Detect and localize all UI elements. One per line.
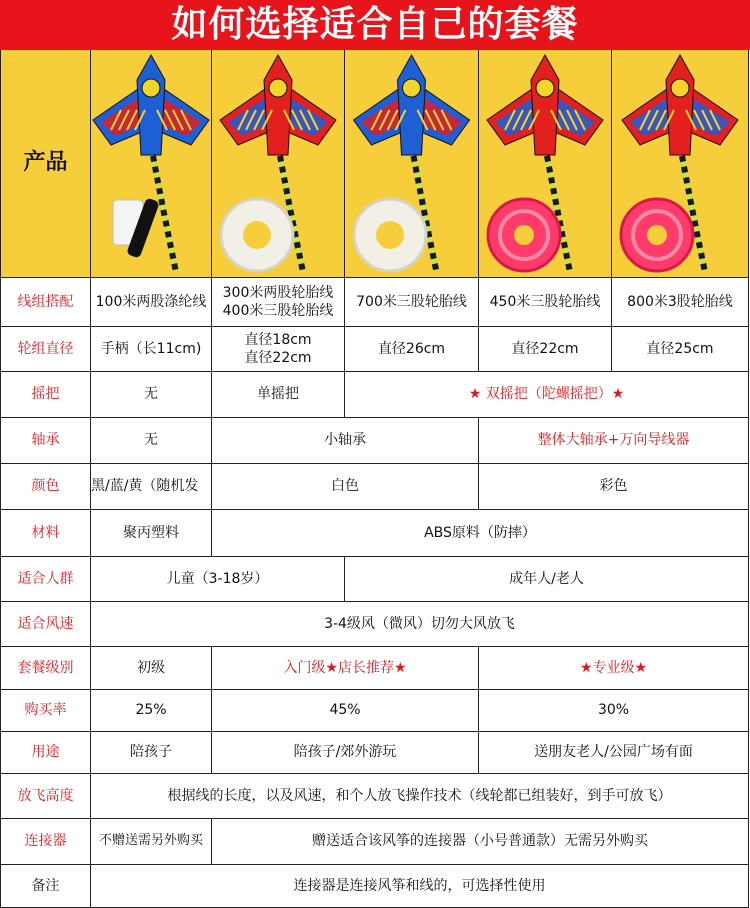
handle-1: 无 [91, 372, 212, 418]
reel-diameter-2 [212, 327, 345, 372]
kite-illustration [612, 50, 748, 277]
connector-1: 不赠送需另外购买 [91, 819, 212, 865]
row-label-handle: 摇把 [0, 372, 91, 418]
product-header-label: 产品 [23, 150, 68, 176]
level-1: 初级 [91, 647, 212, 690]
page-title: 如何选择适合自己的套餐 [0, 0, 750, 50]
row-label-reel-diameter: 轮组直径 [0, 327, 91, 372]
level-2: 入门级★店长推荐★ [212, 647, 479, 690]
row-label-line-set: 线组搭配 [0, 278, 91, 327]
row-label-note: 备注 [0, 865, 91, 908]
line-set-2b: 400米三股轮胎线 [222, 303, 334, 319]
reel-diameter-1: 手柄（长11cm) [91, 327, 212, 372]
row-label-material: 材料 [0, 510, 91, 557]
wind-1: 3-4级风（微风）切勿大风放飞 [91, 602, 749, 647]
reel-diameter-5: 直径25cm [612, 327, 749, 372]
color-2: 白色 [212, 464, 479, 510]
suitable-people-2: 成年人/老人 [345, 557, 749, 602]
bearing-1: 无 [91, 418, 212, 464]
suitable-people-1: 儿童（3-18岁） [91, 557, 345, 602]
height-1: 根据线的长度，以及风速，和个人放飞操作技术（线轮都已组装好，到手可放飞） [91, 774, 749, 819]
bearing-3: 整体大轴承+万向导线器 [479, 418, 749, 464]
row-label-level: 套餐级别 [0, 647, 91, 690]
usage-1: 陪孩子 [91, 732, 212, 774]
material-1: 聚丙塑料 [91, 510, 212, 557]
usage-3: 送朋友老人/公园广场有面 [479, 732, 749, 774]
reel-diameter-2a: 直径18cm [244, 331, 312, 348]
row-label-connector: 连接器 [0, 819, 91, 865]
line-set-2 [212, 278, 345, 327]
row-label-height: 放飞高度 [0, 774, 91, 819]
connector-2: 赠送适合该风筝的连接器（小号普通款）无需另外购买 [212, 819, 749, 865]
row-label-color: 颜色 [0, 464, 91, 510]
buy-rate-1: 25% [91, 690, 212, 732]
product-image-4 [479, 50, 612, 278]
kite-illustration [91, 50, 211, 277]
material-2: ABS原料（防摔） [212, 510, 749, 557]
level-3: ★专业级★ [479, 647, 749, 690]
line-set-2a: 300米两股轮胎线 [222, 284, 334, 301]
reel-diameter-3: 直径26cm [345, 327, 479, 372]
product-image-2 [212, 50, 345, 278]
handle-3: ★ 双摇把（陀螺摇把）★ [345, 372, 749, 418]
row-label-wind: 适合风速 [0, 602, 91, 647]
product-image-3 [345, 50, 479, 278]
line-set-3: 700米三股轮胎线 [345, 278, 479, 327]
kite-illustration [479, 50, 611, 277]
buy-rate-2: 45% [212, 690, 479, 732]
bearing-2: 小轴承 [212, 418, 479, 464]
color-1: 黑/蓝/黄（随机发 [91, 464, 212, 510]
line-set-1: 100米两股涤纶线 [91, 278, 212, 327]
row-label-buy-rate: 购买率 [0, 690, 91, 732]
product-image-1 [91, 50, 212, 278]
row-label-suitable-people: 适合人群 [0, 557, 91, 602]
kite-illustration [345, 50, 478, 277]
usage-2: 陪孩子/郊外游玩 [212, 732, 479, 774]
line-set-5: 800米3股轮胎线 [612, 278, 749, 327]
product-header-cell [0, 50, 91, 278]
handle-2: 单摇把 [212, 372, 345, 418]
row-label-usage: 用途 [0, 732, 91, 774]
buy-rate-3: 30% [479, 690, 749, 732]
row-label-bearing: 轴承 [0, 418, 91, 464]
reel-diameter-2b: 直径22cm [244, 350, 312, 366]
kite-illustration [212, 50, 344, 277]
reel-diameter-4: 直径22cm [479, 327, 612, 372]
comparison-table [0, 50, 750, 908]
note-1: 连接器是连接风筝和线的，可选择性使用 [91, 865, 749, 908]
line-set-4: 450米三股轮胎线 [479, 278, 612, 327]
color-3: 彩色 [479, 464, 749, 510]
product-image-5 [612, 50, 749, 278]
